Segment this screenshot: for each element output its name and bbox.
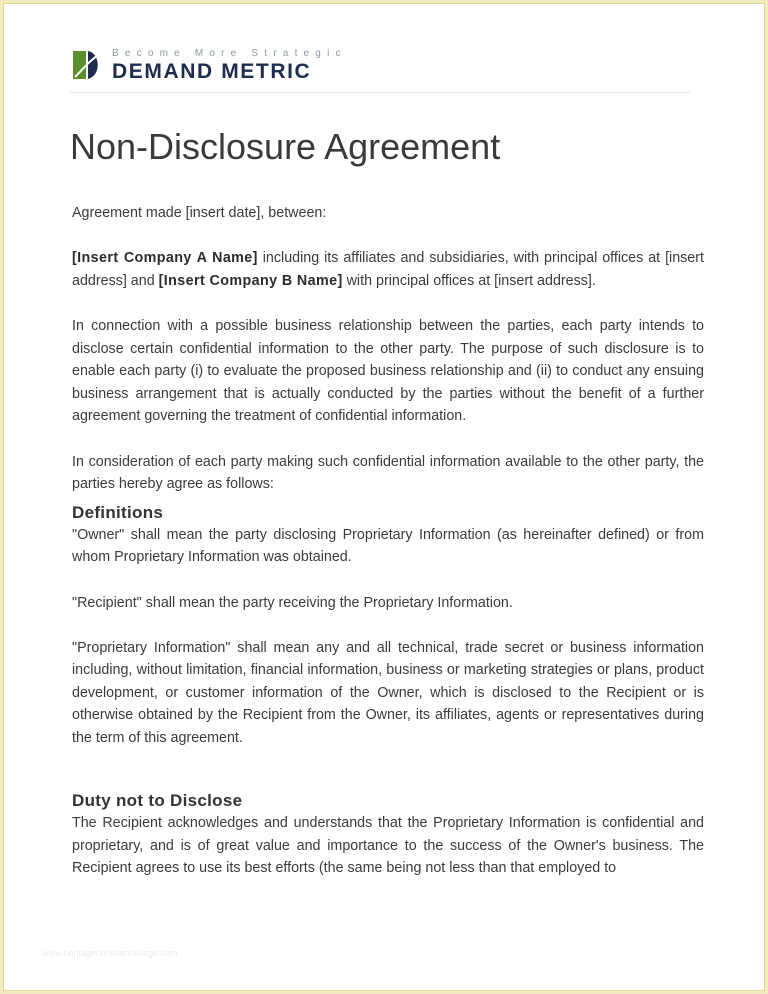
definitions-heading: Definitions [72,502,164,522]
intro-paragraph: Agreement made [insert date], between: [72,205,327,221]
purpose-paragraph: In connection with a possible business relationship between the parties, each party intends to disclose certain confidential information to the other party. The purpose of such disclosure is to enable each party (i) to evaluate the proposed business relationship and (ii) to conduct any ensuing business arrangement that is actually conducted by the parties without the benefit of a further agreement governing the treatment of confidential information. [72,317,704,425]
consideration-paragraph: In consideration of each party making such confidential information available to the other party, the parties hereby agree as follows: [72,453,704,493]
document-page [3,3,765,991]
demand-metric-logo-icon [70,48,104,82]
company-b-placeholder: [Insert Company B Name] [158,272,343,289]
watermark: www.heritagechristiancollege.com [42,948,178,958]
definition-owner: "Owner" shall mean the party disclosing Proprietary Information (as hereinafter defined) or from whom Proprietary Information was obtained. [72,526,704,566]
parties-paragraph [72,247,704,292]
company-a-placeholder: [Insert Company A Name] [72,250,258,267]
duty-paragraph: The Recipient acknowledges and understands that the Proprietary Information is confidential and proprietary, and is of great value and importance to the success of the Owner's business. The Recipient agrees to use its best efforts (the same being not less than that employed to [72,815,704,877]
page-title: Non-Disclosure Agreement [70,126,501,167]
brand-word-1: DEMAND [112,60,214,83]
definition-recipient: "Recipient" shall mean the party receiving the Proprietary Information. [72,594,513,611]
parties-text-1: including its affiliates and subsidiaries, with principal offices at [insert address] and [72,250,704,289]
document-body [72,202,704,903]
tagline: Become More Strategic [112,48,347,59]
brand-name [112,60,311,84]
brand-word-2: METRIC [221,60,312,83]
header-divider [70,92,690,93]
definition-proprietary-information: "Proprietary Information" shall mean any and all technical, trade secret or business information including, without limitation, financial information, business or marketing strategies or plans, product development, or customer information of the Owner, which is disclosed to the Recipient or is otherwise obtained by the Recipient from the Owner, its affiliates, agents or representatives during the term of this agreement. [72,639,704,747]
parties-text-2: with principal offices at [insert address]. [342,272,596,289]
section-spacer [72,772,704,790]
duty-heading: Duty not to Disclose [72,791,243,811]
letterhead [70,46,690,86]
